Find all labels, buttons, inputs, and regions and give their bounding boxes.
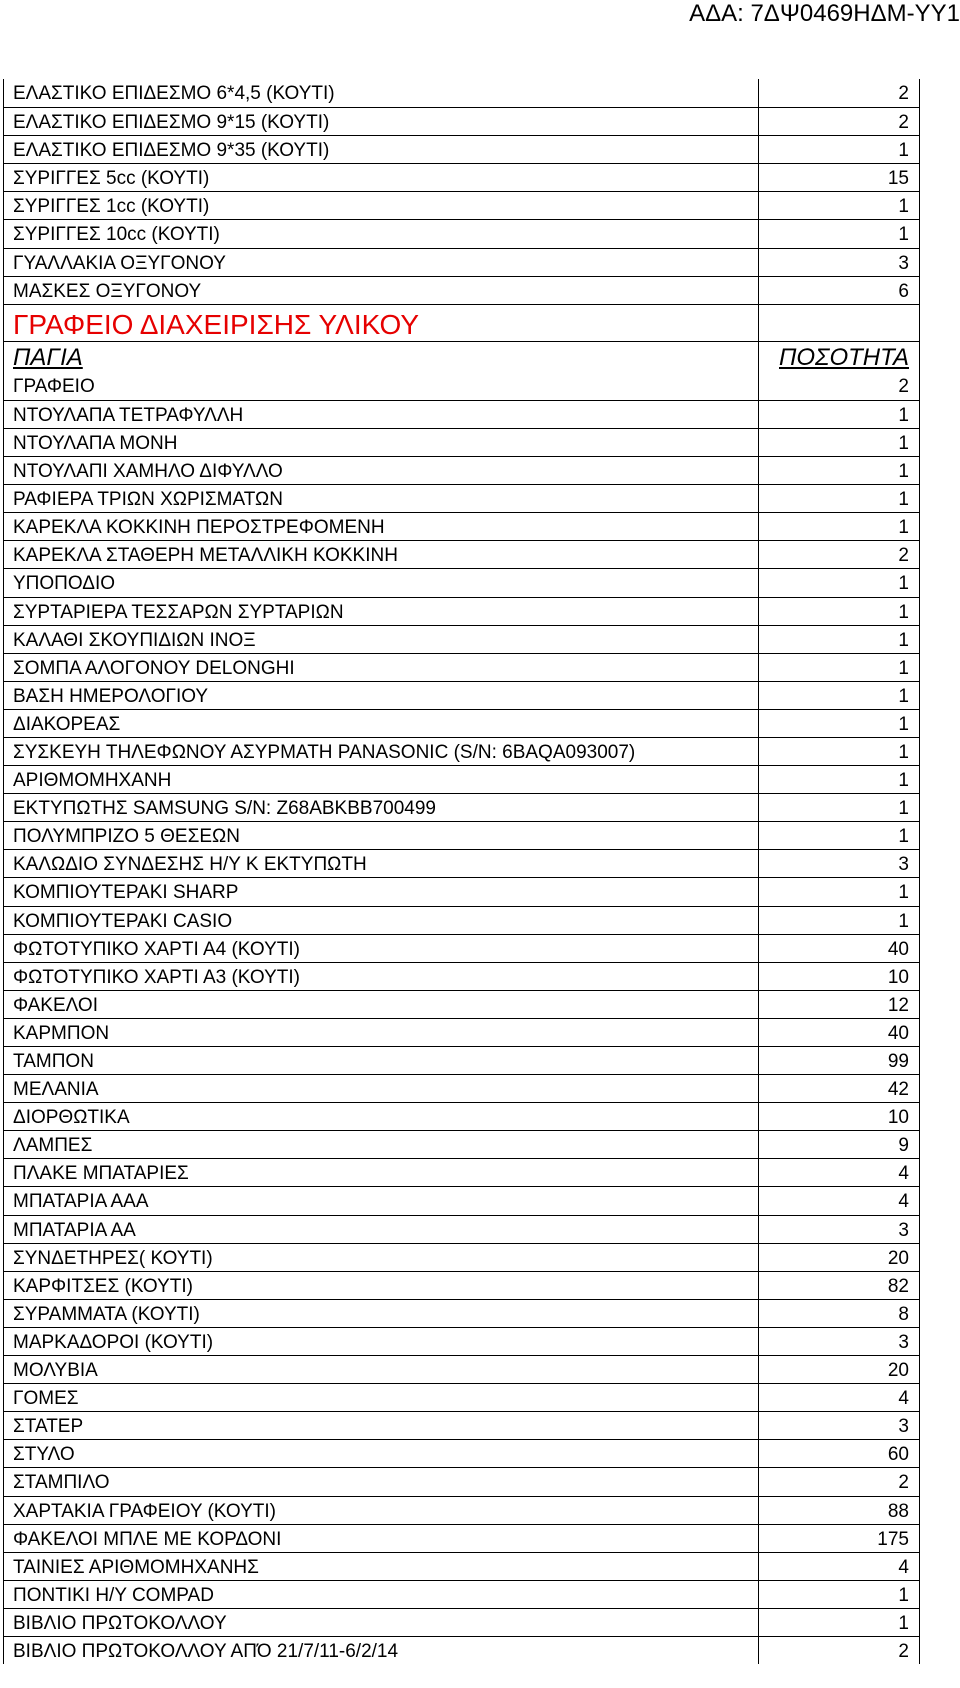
table-row xyxy=(4,135,919,163)
table-row xyxy=(4,107,919,135)
item-name: ΜΠΑΤΑΡΙΑ ΑΑ xyxy=(4,1216,759,1243)
table-row xyxy=(4,79,919,107)
item-name: ΒΙΒΛΙΟ ΠΡΩΤΟΚΟΛΛΟΥ xyxy=(4,1609,759,1636)
item-quantity: 3 xyxy=(898,252,909,274)
item-name: ΜΑΣΚΕΣ ΟΞΥΓΟΝΟΥ xyxy=(4,277,759,304)
item-name: ΜΟΛΥΒΙΑ xyxy=(4,1356,759,1383)
item-quantity: 1 xyxy=(898,657,909,679)
table-row xyxy=(4,1411,919,1439)
column-header-quantity: ΠΟΣΟΤΗΤΑ xyxy=(779,343,909,371)
item-quantity: 42 xyxy=(887,1079,909,1101)
table-row xyxy=(4,793,919,821)
item-name: ΣΤΑΤΕΡ xyxy=(4,1412,759,1439)
item-quantity: 60 xyxy=(887,1444,909,1466)
table-row xyxy=(4,934,919,962)
item-quantity: 3 xyxy=(898,1416,909,1438)
item-name: ΕΛΑΣΤΙΚΟ ΕΠΙΔΕΣΜΟ 6*4,5 (ΚΟΥΤΙ) xyxy=(4,79,759,107)
item-name: ΚΑΡΜΠΟΝ xyxy=(4,1019,759,1046)
table-row xyxy=(4,1580,919,1608)
item-name: ΓΡΑΦΕΙΟ xyxy=(4,372,759,400)
item-quantity: 20 xyxy=(887,1247,909,1269)
table-row xyxy=(4,849,919,877)
item-name: ΠΛΑΚΕ ΜΠΑΤΑΡΙΕΣ xyxy=(4,1159,759,1186)
item-quantity: 1 xyxy=(898,713,909,735)
item-name: ΦΩΤΟΤΥΠΙΚΟ ΧΑΡΤΙ Α4 (ΚΟΥΤΙ) xyxy=(4,935,759,962)
item-name: ΛΑΜΠΕΣ xyxy=(4,1131,759,1158)
item-name: ΣΥΡΙΓΓΕΣ 5cc (ΚΟΥΤΙ) xyxy=(4,164,759,191)
table-row xyxy=(4,163,919,191)
table-row xyxy=(4,681,919,709)
table-row xyxy=(4,219,919,247)
item-quantity: 4 xyxy=(898,1388,909,1410)
section-title: ΓΡΑΦΕΙΟ ΔΙΑΧΕΙΡΙΣΗΣ ΥΛΙΚΟΥ xyxy=(4,305,759,341)
item-name: ΣΥΡΙΓΓΕΣ 10cc (ΚΟΥΤΙ) xyxy=(4,220,759,247)
item-name: ΣΤΥΛΟ xyxy=(4,1440,759,1467)
table-row xyxy=(4,568,919,596)
table-row xyxy=(4,428,919,456)
item-quantity: 9 xyxy=(898,1135,909,1157)
table-row xyxy=(4,484,919,512)
table-row xyxy=(4,1046,919,1074)
item-name: ΓΟΜΕΣ xyxy=(4,1384,759,1411)
table-row xyxy=(4,1636,919,1664)
item-name: ΝΤΟΥΛΑΠΑ ΤΕΤΡΑΦΥΛΛΗ xyxy=(4,401,759,428)
item-name: ΣΤΑΜΠΙΛΟ xyxy=(4,1468,759,1495)
item-quantity: 88 xyxy=(887,1500,909,1522)
item-name: ΦΑΚΕΛΟΙ xyxy=(4,991,759,1018)
item-quantity: 2 xyxy=(898,545,909,567)
item-quantity: 1 xyxy=(898,517,909,539)
item-quantity: 2 xyxy=(898,83,909,104)
item-quantity: 1 xyxy=(898,741,909,763)
table-row xyxy=(4,372,919,400)
table-row xyxy=(4,1158,919,1186)
item-name: ΚΟΜΠΙΟΥΤΕΡΑΚΙ SHARP xyxy=(4,878,759,905)
table-row xyxy=(4,906,919,934)
item-name: ΔΙΑΚΟΡΕΑΣ xyxy=(4,710,759,737)
item-quantity: 2 xyxy=(898,112,909,134)
item-quantity: 1 xyxy=(898,1584,909,1606)
item-quantity: 175 xyxy=(877,1528,909,1550)
table-row xyxy=(4,821,919,849)
table-row xyxy=(4,1130,919,1158)
item-quantity: 4 xyxy=(898,1556,909,1578)
item-quantity: 1 xyxy=(898,826,909,848)
item-quantity: 1 xyxy=(898,432,909,454)
item-name: ΕΛΑΣΤΙΚΟ ΕΠΙΔΕΣΜΟ 9*15 (ΚΟΥΤΙ) xyxy=(4,108,759,135)
item-name: ΚΟΜΠΙΟΥΤΕΡΑΚΙ CASIO xyxy=(4,907,759,934)
item-quantity: 1 xyxy=(898,685,909,707)
item-quantity: 3 xyxy=(898,1219,909,1241)
item-quantity: 1 xyxy=(898,770,909,792)
table-row xyxy=(4,962,919,990)
item-quantity: 1 xyxy=(898,629,909,651)
item-name: ΚΑΡΕΚΛΑ ΣΤΑΘΕΡΗ ΜΕΤΑΛΛΙΚΗ ΚΟΚΚΙΝΗ xyxy=(4,541,759,568)
table-row xyxy=(4,1439,919,1467)
office-items-rows xyxy=(4,372,919,1664)
item-quantity: 4 xyxy=(898,1191,909,1213)
table-row xyxy=(4,737,919,765)
column-header-item: ΠΑΓΙΑ xyxy=(4,342,759,372)
table-row xyxy=(4,1215,919,1243)
table-row xyxy=(4,1243,919,1271)
item-name: ΕΛΑΣΤΙΚΟ ΕΠΙΔΕΣΜΟ 9*35 (ΚΟΥΤΙ) xyxy=(4,136,759,163)
table-row xyxy=(4,1383,919,1411)
table-row xyxy=(4,709,919,737)
section-title-qty-cell xyxy=(759,305,919,341)
item-name: ΦΑΚΕΛΟΙ ΜΠΛΕ ΜΕ ΚΟΡΔΟΝΙ xyxy=(4,1525,759,1552)
item-quantity: 15 xyxy=(887,168,909,190)
item-quantity: 99 xyxy=(887,1051,909,1072)
item-quantity: 1 xyxy=(898,404,909,426)
item-name: ΜΑΡΚΑΔΟΡΟΙ (ΚΟΥΤΙ) xyxy=(4,1328,759,1355)
table-row xyxy=(4,1074,919,1102)
item-name: ΜΠΑΤΑΡΙΑ ΑΑΑ xyxy=(4,1187,759,1214)
item-name: ΓΥΑΛΛΑΚΙΑ ΟΞΥΓΟΝΟΥ xyxy=(4,249,759,276)
item-quantity: 1 xyxy=(898,573,909,595)
item-name: ΚΑΛΑΘΙ ΣΚΟΥΠΙΔΙΩΝ ΙΝΟΞ xyxy=(4,626,759,653)
item-quantity: 40 xyxy=(887,938,909,960)
table-row xyxy=(4,653,919,681)
table-row xyxy=(4,1018,919,1046)
table-row xyxy=(4,1496,919,1524)
item-quantity: 82 xyxy=(887,1275,909,1297)
table-row xyxy=(4,400,919,428)
table-row xyxy=(4,248,919,276)
table-row xyxy=(4,1355,919,1383)
item-quantity: 1 xyxy=(898,461,909,483)
item-name: ΤΑΜΠΟΝ xyxy=(4,1047,759,1074)
item-quantity: 1 xyxy=(898,140,909,162)
table-row xyxy=(4,765,919,793)
item-name: ΒΑΣΗ ΗΜΕΡΟΛΟΓΙΟΥ xyxy=(4,682,759,709)
item-quantity: 2 xyxy=(898,1472,909,1494)
item-name: ΠΟΛΥΜΠΡΙΖΟ 5 ΘΕΣΕΩΝ xyxy=(4,822,759,849)
item-quantity: 2 xyxy=(898,375,909,397)
table-row xyxy=(4,276,919,304)
item-name: ΕΚΤΥΠΩΤΗΣ SAMSUNG S/N: Z68ABKBB700499 xyxy=(4,794,759,821)
table-row xyxy=(4,1186,919,1214)
item-name: ΣΟΜΠΑ ΑΛΟΓΟΝΟΥ DELONGHI xyxy=(4,654,759,681)
column-header-row xyxy=(4,341,919,372)
item-name: ΝΤΟΥΛΑΠΙ ΧΑΜΗΛΟ ΔΙΦΥΛΛΟ xyxy=(4,457,759,484)
item-name: ΔΙΟΡΘΩΤΙΚΑ xyxy=(4,1103,759,1130)
table-row xyxy=(4,512,919,540)
item-name: ΣΥΝΔΕΤΗΡΕΣ( ΚΟΥΤΙ) xyxy=(4,1244,759,1271)
table-row xyxy=(4,625,919,653)
table-row xyxy=(4,1552,919,1580)
item-quantity: 10 xyxy=(887,966,909,988)
item-quantity: 10 xyxy=(887,1107,909,1129)
section-title-row xyxy=(4,304,919,341)
item-name: ΥΠΟΠΟΔΙΟ xyxy=(4,569,759,596)
item-quantity: 1 xyxy=(898,224,909,246)
item-quantity: 1 xyxy=(898,489,909,511)
table-row xyxy=(4,1467,919,1495)
item-quantity: 3 xyxy=(898,854,909,876)
item-quantity: 1 xyxy=(898,601,909,623)
inventory-table xyxy=(3,79,920,1664)
table-row xyxy=(4,597,919,625)
document-id: ΑΔΑ: 7ΔΨ0469ΗΔΜ-ΥΥ1 xyxy=(689,0,960,27)
item-name: ΑΡΙΘΜΟΜΗΧΑΝΗ xyxy=(4,766,759,793)
table-row xyxy=(4,456,919,484)
item-quantity: 1 xyxy=(898,910,909,932)
item-quantity: 4 xyxy=(898,1163,909,1185)
item-quantity: 1 xyxy=(898,882,909,904)
item-quantity: 1 xyxy=(898,196,909,218)
item-name: ΣΥΣΚΕΥΗ ΤΗΛΕΦΩΝΟΥ ΑΣΥΡΜΑΤΗ PANASONIC (S/N: 6BAQA093007) xyxy=(4,738,759,765)
item-quantity: 6 xyxy=(898,280,909,302)
item-name: ΣΥΡΙΓΓΕΣ 1cc (ΚΟΥΤΙ) xyxy=(4,192,759,219)
item-name: ΚΑΡΕΚΛΑ ΚΟΚΚΙΝΗ ΠΕΡΟΣΤΡΕΦΟΜΕΝΗ xyxy=(4,513,759,540)
item-name: ΒΙΒΛΙΟ ΠΡΩΤΟΚΟΛΛΟΥ ΑΠΌ 21/7/11-6/2/14 xyxy=(4,1637,759,1664)
item-quantity: 40 xyxy=(887,1022,909,1044)
table-row xyxy=(4,990,919,1018)
table-row xyxy=(4,1271,919,1299)
item-name: ΜΕΛΑΝΙΑ xyxy=(4,1075,759,1102)
table-row xyxy=(4,1524,919,1552)
item-name: ΠΟΝΤΙΚΙ Η/Υ COMPAD xyxy=(4,1581,759,1608)
item-name: ΣΥΡΤΑΡΙΕΡΑ ΤΕΣΣΑΡΩΝ ΣΥΡΤΑΡΙΩΝ xyxy=(4,598,759,625)
item-name: ΧΑΡΤΑΚΙΑ ΓΡΑΦΕΙΟΥ (ΚΟΥΤΙ) xyxy=(4,1497,759,1524)
item-quantity: 1 xyxy=(898,798,909,820)
item-name: ΦΩΤΟΤΥΠΙΚΟ ΧΑΡΤΙ Α3 (ΚΟΥΤΙ) xyxy=(4,963,759,990)
item-name: ΚΑΡΦΙΤΣΕΣ (ΚΟΥΤΙ) xyxy=(4,1272,759,1299)
table-row xyxy=(4,1608,919,1636)
item-name: ΡΑΦΙΕΡΑ ΤΡΙΩΝ ΧΩΡΙΣΜΑΤΩΝ xyxy=(4,485,759,512)
table-row xyxy=(4,1327,919,1355)
item-quantity: 8 xyxy=(898,1303,909,1325)
table-row xyxy=(4,1102,919,1130)
item-quantity: 3 xyxy=(898,1331,909,1353)
item-name: ΣΥΡΑΜΜΑΤΑ (ΚΟΥΤΙ) xyxy=(4,1300,759,1327)
table-row xyxy=(4,1299,919,1327)
item-name: ΤΑΙΝΙΕΣ ΑΡΙΘΜΟΜΗΧΑΝΗΣ xyxy=(4,1553,759,1580)
item-name: ΝΤΟΥΛΑΠΑ ΜΟΝΗ xyxy=(4,429,759,456)
table-row xyxy=(4,191,919,219)
item-quantity: 2 xyxy=(898,1640,909,1662)
item-quantity: 20 xyxy=(887,1360,909,1382)
medical-supplies-rows xyxy=(4,79,919,304)
item-quantity: 1 xyxy=(898,1612,909,1634)
item-quantity: 12 xyxy=(887,994,909,1016)
item-name: ΚΑΛΩΔΙΟ ΣΥΝΔΕΣΗΣ Η/Υ Κ ΕΚΤΥΠΩΤΗ xyxy=(4,850,759,877)
table-row xyxy=(4,877,919,905)
table-row xyxy=(4,540,919,568)
